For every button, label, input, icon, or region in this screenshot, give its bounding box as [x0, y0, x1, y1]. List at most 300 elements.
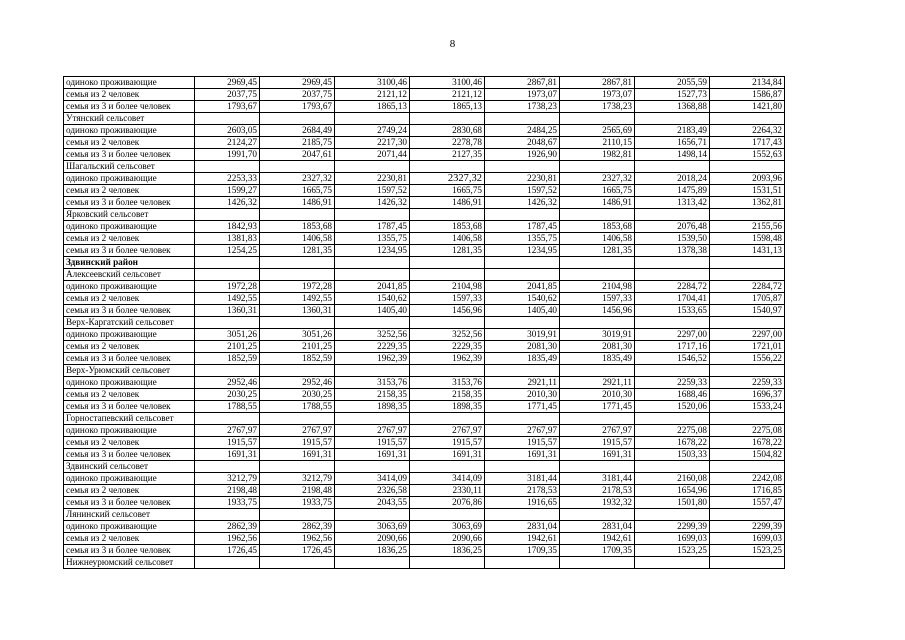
council-header-row: [64, 509, 785, 521]
table-body: [64, 77, 785, 569]
table-cell: [635, 257, 710, 269]
table-cell: 1598,48: [710, 233, 785, 245]
table-cell: 1962,56: [195, 533, 260, 545]
table-cell: [260, 317, 335, 329]
table-cell: 1926,90: [485, 149, 560, 161]
table-cell: 1492,55: [260, 293, 335, 305]
table-cell: 1836,25: [410, 545, 485, 557]
table-cell: [195, 257, 260, 269]
table-cell: [635, 209, 710, 221]
table-row: [64, 533, 785, 545]
table-cell: 1853,68: [260, 221, 335, 233]
table-cell: 2134,84: [710, 77, 785, 89]
table-cell: 2158,35: [335, 389, 410, 401]
council-name: Шагальский сельсовет: [64, 161, 195, 173]
table-cell: 2767,97: [195, 425, 260, 437]
table-cell: [485, 269, 560, 281]
table-cell: [195, 365, 260, 377]
table-cell: 1942,61: [560, 533, 635, 545]
table-cell: 1313,42: [635, 197, 710, 209]
table-cell: 2297,00: [635, 329, 710, 341]
table-cell: 1456,96: [560, 305, 635, 317]
table-cell: 1853,68: [560, 221, 635, 233]
table-cell: 2198,48: [195, 485, 260, 497]
table-cell: 1793,67: [260, 101, 335, 113]
table-cell: 1426,32: [485, 197, 560, 209]
table-cell: 2217,30: [335, 137, 410, 149]
table-cell: [710, 317, 785, 329]
table-cell: 2047,61: [260, 149, 335, 161]
table-cell: [560, 257, 635, 269]
row-label: семья из 2 человек: [64, 341, 195, 353]
table-cell: [335, 269, 410, 281]
district-name: Здвинский район: [64, 257, 195, 269]
table-cell: 2185,75: [260, 137, 335, 149]
row-label: одиноко проживающие: [64, 473, 195, 485]
table-cell: 1597,33: [410, 293, 485, 305]
table-cell: 1281,35: [560, 245, 635, 257]
table-cell: 1973,07: [560, 89, 635, 101]
table-cell: 2264,32: [710, 125, 785, 137]
table-cell: 2326,58: [335, 485, 410, 497]
council-header-row: [64, 209, 785, 221]
table-cell: 2229,35: [335, 341, 410, 353]
table-cell: 2767,97: [485, 425, 560, 437]
table-cell: [335, 161, 410, 173]
table-cell: [260, 269, 335, 281]
table-row: [64, 425, 785, 437]
table-cell: 2071,44: [335, 149, 410, 161]
table-row: [64, 197, 785, 209]
council-header-row: [64, 161, 785, 173]
table-row: [64, 389, 785, 401]
table-cell: 2160,08: [635, 473, 710, 485]
table-cell: 2010,30: [485, 389, 560, 401]
table-cell: 2104,98: [410, 281, 485, 293]
table-cell: 1853,68: [410, 221, 485, 233]
table-cell: 1678,22: [710, 437, 785, 449]
council-header-row: [64, 461, 785, 473]
table-cell: [260, 365, 335, 377]
table-cell: 3100,46: [410, 77, 485, 89]
table-cell: 1933,75: [260, 497, 335, 509]
table-cell: 2041,85: [485, 281, 560, 293]
table-cell: 1552,63: [710, 149, 785, 161]
table-cell: 2275,08: [635, 425, 710, 437]
council-header-row: [64, 269, 785, 281]
council-header-row: [64, 557, 785, 569]
table-cell: 2327,32: [560, 173, 635, 185]
table-cell: 1691,31: [195, 449, 260, 461]
table-cell: 2862,39: [260, 521, 335, 533]
table-cell: [710, 557, 785, 569]
table-cell: [410, 209, 485, 221]
table-cell: 2037,75: [260, 89, 335, 101]
table-row: [64, 473, 785, 485]
table-cell: 1865,13: [335, 101, 410, 113]
row-label: одиноко проживающие: [64, 281, 195, 293]
table-cell: [635, 509, 710, 521]
table-cell: 1835,49: [485, 353, 560, 365]
table-cell: [260, 257, 335, 269]
row-label: семья из 2 человек: [64, 293, 195, 305]
table-cell: 1362,81: [710, 197, 785, 209]
table-cell: 1531,51: [710, 185, 785, 197]
table-cell: 1915,57: [410, 437, 485, 449]
table-cell: [410, 257, 485, 269]
table-cell: 1355,75: [335, 233, 410, 245]
table-cell: 1962,56: [260, 533, 335, 545]
table-cell: 3181,44: [560, 473, 635, 485]
table-cell: 1597,52: [335, 185, 410, 197]
table-cell: 2178,53: [485, 485, 560, 497]
row-label: одиноко проживающие: [64, 125, 195, 137]
row-label: одиноко проживающие: [64, 329, 195, 341]
table-cell: [485, 113, 560, 125]
table-cell: [485, 557, 560, 569]
table-cell: 3181,44: [485, 473, 560, 485]
table-cell: 1962,39: [410, 353, 485, 365]
row-label: семья из 2 человек: [64, 389, 195, 401]
table-cell: 1915,57: [335, 437, 410, 449]
row-label: одиноко проживающие: [64, 173, 195, 185]
table-cell: [560, 317, 635, 329]
table-cell: 1234,95: [485, 245, 560, 257]
table-cell: [485, 209, 560, 221]
table-cell: [260, 113, 335, 125]
table-cell: 1281,35: [410, 245, 485, 257]
table-cell: 2198,48: [260, 485, 335, 497]
table-cell: [485, 317, 560, 329]
table-cell: [560, 365, 635, 377]
table-cell: 2101,25: [195, 341, 260, 353]
table-cell: 1421,80: [710, 101, 785, 113]
table-cell: [635, 269, 710, 281]
table-cell: 3212,79: [260, 473, 335, 485]
table-cell: 2030,25: [195, 389, 260, 401]
table-cell: [485, 161, 560, 173]
table-cell: 1771,45: [560, 401, 635, 413]
table-cell: 2830,68: [410, 125, 485, 137]
table-cell: 1842,93: [195, 221, 260, 233]
table-cell: 1486,91: [560, 197, 635, 209]
table-cell: 1705,87: [710, 293, 785, 305]
table-cell: 1520,06: [635, 401, 710, 413]
table-cell: 3252,56: [335, 329, 410, 341]
table-cell: [410, 557, 485, 569]
table-cell: 2921,11: [560, 377, 635, 389]
table-cell: [635, 413, 710, 425]
table-cell: [410, 113, 485, 125]
table-cell: 2090,66: [410, 533, 485, 545]
table-cell: [335, 509, 410, 521]
table-cell: 1556,22: [710, 353, 785, 365]
table-row: [64, 401, 785, 413]
table-cell: 2952,46: [195, 377, 260, 389]
table-cell: 2229,35: [410, 341, 485, 353]
table-cell: 1378,38: [635, 245, 710, 257]
row-label: семья из 3 и более человек: [64, 353, 195, 365]
row-label: семья из 3 и более человек: [64, 497, 195, 509]
table-cell: [410, 161, 485, 173]
table-cell: 1586,87: [710, 89, 785, 101]
district-header-row: [64, 257, 785, 269]
council-name: Утянский сельсовет: [64, 113, 195, 125]
table-cell: [335, 317, 410, 329]
table-cell: 1234,95: [335, 245, 410, 257]
table-cell: [195, 113, 260, 125]
table-cell: 1355,75: [485, 233, 560, 245]
table-cell: [410, 509, 485, 521]
table-cell: [635, 557, 710, 569]
table-cell: 2121,12: [335, 89, 410, 101]
table-cell: [485, 413, 560, 425]
table-cell: 2284,72: [635, 281, 710, 293]
table-cell: 2862,39: [195, 521, 260, 533]
table-cell: 1523,25: [635, 545, 710, 557]
table-cell: 1654,96: [635, 485, 710, 497]
table-cell: 2327,32: [260, 173, 335, 185]
table-cell: 2484,25: [485, 125, 560, 137]
table-cell: [635, 161, 710, 173]
table-cell: 2242,08: [710, 473, 785, 485]
table-cell: 2684,49: [260, 125, 335, 137]
table-cell: 1665,75: [260, 185, 335, 197]
table-cell: [485, 257, 560, 269]
table-cell: 1709,35: [560, 545, 635, 557]
table-row: [64, 149, 785, 161]
table-cell: 2104,98: [560, 281, 635, 293]
table-cell: 2037,75: [195, 89, 260, 101]
table-cell: 1599,27: [195, 185, 260, 197]
table-cell: 1557,47: [710, 497, 785, 509]
table-cell: 1726,45: [195, 545, 260, 557]
table-cell: 1546,52: [635, 353, 710, 365]
table-cell: 1540,62: [335, 293, 410, 305]
table-cell: [410, 413, 485, 425]
table-cell: [195, 509, 260, 521]
table-cell: [560, 209, 635, 221]
table-row: [64, 89, 785, 101]
table-cell: 2969,45: [260, 77, 335, 89]
table-cell: 3414,09: [335, 473, 410, 485]
table-cell: 1426,32: [335, 197, 410, 209]
table-cell: 2127,35: [410, 149, 485, 161]
table-cell: [635, 317, 710, 329]
table-cell: 2101,25: [260, 341, 335, 353]
table-row: [64, 185, 785, 197]
table-cell: [260, 509, 335, 521]
row-label: семья из 3 и более человек: [64, 245, 195, 257]
table-cell: [560, 557, 635, 569]
table-cell: 1503,33: [635, 449, 710, 461]
row-label: семья из 2 человек: [64, 233, 195, 245]
council-header-row: [64, 317, 785, 329]
table-cell: 1540,97: [710, 305, 785, 317]
table-cell: [335, 257, 410, 269]
table-cell: 1406,58: [410, 233, 485, 245]
table-cell: [260, 461, 335, 473]
table-cell: 3414,09: [410, 473, 485, 485]
table-row: [64, 137, 785, 149]
table-cell: 1360,31: [195, 305, 260, 317]
table-row: [64, 485, 785, 497]
table-cell: 1709,35: [485, 545, 560, 557]
table-cell: [335, 413, 410, 425]
table-cell: 1738,23: [485, 101, 560, 113]
table-cell: 2969,45: [195, 77, 260, 89]
table-cell: 2076,86: [410, 497, 485, 509]
table-cell: [260, 161, 335, 173]
table-cell: [335, 461, 410, 473]
table-cell: 1738,23: [560, 101, 635, 113]
table-cell: 1982,81: [560, 149, 635, 161]
row-label: семья из 2 человек: [64, 437, 195, 449]
table-cell: 2048,67: [485, 137, 560, 149]
table-cell: [635, 113, 710, 125]
table-cell: 1915,57: [485, 437, 560, 449]
table-cell: 2327,32: [410, 173, 485, 185]
table-cell: 1721,01: [710, 341, 785, 353]
table-cell: 1533,65: [635, 305, 710, 317]
table-cell: 1656,71: [635, 137, 710, 149]
table-cell: 3051,26: [260, 329, 335, 341]
table-row: [64, 293, 785, 305]
table-cell: [485, 509, 560, 521]
table-cell: [710, 269, 785, 281]
table-cell: 1254,25: [195, 245, 260, 257]
table-cell: 2831,04: [485, 521, 560, 533]
table-cell: 2230,81: [485, 173, 560, 185]
table-cell: 3100,46: [335, 77, 410, 89]
table-cell: 1691,31: [410, 449, 485, 461]
table-cell: 2043,55: [335, 497, 410, 509]
table-row: [64, 125, 785, 137]
table-cell: 1933,75: [195, 497, 260, 509]
table-cell: 2018,24: [635, 173, 710, 185]
row-label: семья из 3 и более человек: [64, 401, 195, 413]
table-cell: 1405,40: [485, 305, 560, 317]
table-cell: 2603,05: [195, 125, 260, 137]
table-cell: [195, 461, 260, 473]
table-cell: [195, 413, 260, 425]
council-name: Верх-Урюмский сельсовет: [64, 365, 195, 377]
table-cell: [560, 269, 635, 281]
table-cell: 2093,96: [710, 173, 785, 185]
table-cell: 1942,61: [485, 533, 560, 545]
table-cell: 1915,57: [560, 437, 635, 449]
table-row: [64, 305, 785, 317]
table-cell: 1405,40: [335, 305, 410, 317]
table-cell: 1835,49: [560, 353, 635, 365]
row-label: семья из 2 человек: [64, 89, 195, 101]
row-label: семья из 2 человек: [64, 137, 195, 149]
table-cell: [335, 557, 410, 569]
table-cell: 1527,73: [635, 89, 710, 101]
table-cell: [485, 365, 560, 377]
council-name: Верх-Каргатский сельсовет: [64, 317, 195, 329]
table-cell: 1973,07: [485, 89, 560, 101]
table-cell: 1597,52: [485, 185, 560, 197]
table-cell: 1699,03: [710, 533, 785, 545]
row-label: семья из 3 и более человек: [64, 197, 195, 209]
table-cell: 1691,31: [485, 449, 560, 461]
council-name: Здвинский сельсовет: [64, 461, 195, 473]
council-name: Алексеевский сельсовет: [64, 269, 195, 281]
table-cell: 1932,32: [560, 497, 635, 509]
table-row: [64, 221, 785, 233]
table-cell: 1991,70: [195, 149, 260, 161]
table-cell: 2253,33: [195, 173, 260, 185]
table-cell: 2749,24: [335, 125, 410, 137]
table-cell: 1962,39: [335, 353, 410, 365]
table-cell: 1406,58: [560, 233, 635, 245]
table-cell: [410, 461, 485, 473]
table-cell: [335, 113, 410, 125]
table-cell: 1486,91: [260, 197, 335, 209]
table-cell: [335, 365, 410, 377]
table-cell: [710, 257, 785, 269]
table-cell: 1540,62: [485, 293, 560, 305]
table-cell: 2121,12: [410, 89, 485, 101]
table-row: [64, 353, 785, 365]
table-cell: 1898,35: [335, 401, 410, 413]
row-label: одиноко проживающие: [64, 77, 195, 89]
table-cell: 3063,69: [335, 521, 410, 533]
table-cell: 2767,97: [410, 425, 485, 437]
table-cell: 1691,31: [560, 449, 635, 461]
row-label: одиноко проживающие: [64, 377, 195, 389]
table-cell: [560, 161, 635, 173]
row-label: семья из 3 и более человек: [64, 305, 195, 317]
table-cell: 1486,91: [410, 197, 485, 209]
table-cell: 2299,39: [635, 521, 710, 533]
table-cell: [560, 461, 635, 473]
tariff-table: [63, 76, 785, 569]
council-header-row: [64, 113, 785, 125]
council-name: Нижнеурюмский сельсовет: [64, 557, 195, 569]
table-cell: [195, 317, 260, 329]
table-row: [64, 281, 785, 293]
table-cell: 2230,81: [335, 173, 410, 185]
table-cell: 1431,13: [710, 245, 785, 257]
table-row: [64, 233, 785, 245]
table-cell: [410, 317, 485, 329]
table-cell: 3212,79: [195, 473, 260, 485]
council-name: Ярковский сельсовет: [64, 209, 195, 221]
council-header-row: [64, 365, 785, 377]
table-cell: 2299,39: [710, 521, 785, 533]
table-cell: 1972,28: [260, 281, 335, 293]
table-cell: 1498,14: [635, 149, 710, 161]
table-cell: 2330,11: [410, 485, 485, 497]
table-cell: 2155,56: [710, 221, 785, 233]
table-cell: [635, 365, 710, 377]
table-cell: 1915,57: [260, 437, 335, 449]
table-cell: 2076,48: [635, 221, 710, 233]
table-cell: [195, 209, 260, 221]
table-cell: 1501,80: [635, 497, 710, 509]
table-cell: [260, 557, 335, 569]
council-header-row: [64, 413, 785, 425]
table-row: [64, 101, 785, 113]
table-cell: 3063,69: [410, 521, 485, 533]
table-cell: [710, 161, 785, 173]
table-cell: 2090,66: [335, 533, 410, 545]
table-cell: 3153,76: [410, 377, 485, 389]
table-row: [64, 329, 785, 341]
table-cell: [710, 413, 785, 425]
